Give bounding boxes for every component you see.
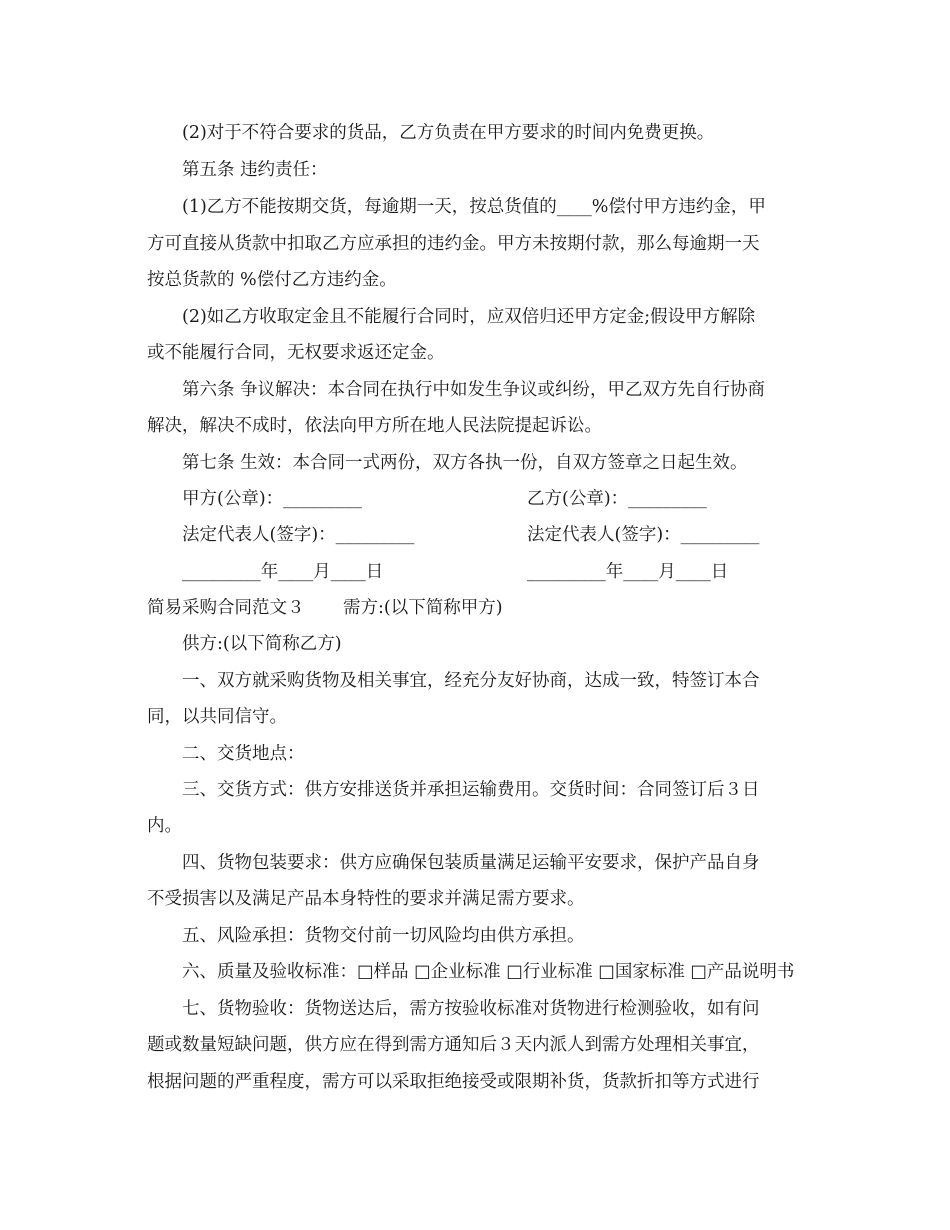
- article-heading: 第五条 违约责任：: [182, 160, 328, 180]
- clause-text: 四、货物包装要求：供方应确保包装质量满足运输平安要求，保护产品自身: [182, 853, 760, 873]
- quality-standard-options: 六、质量及验收标准：□样品 □企业标准 □行业标准 □国家标准 □产品说明书: [182, 962, 795, 982]
- party-a-date: _________年____月____日: [182, 562, 384, 582]
- clause-text: 按总货款的 %偿付乙方违约金。: [147, 270, 397, 290]
- clause-text: 解决，解决不成时，依法向甲方所在地人民法院提起诉讼。: [147, 416, 602, 436]
- clause-text: (2)对于不符合要求的货品，乙方负责在甲方要求的时间内免费更换。: [182, 123, 715, 143]
- clause-text: 方可直接从货款中扣取乙方应承担的违约金。甲方未按期付款，那么每逾期一天: [147, 234, 760, 254]
- party-a-seal: 甲方(公章)：_________: [182, 489, 362, 509]
- clause-text: 二、交货地点：: [182, 744, 305, 764]
- article-heading: 第七条 生效：本合同一式两份，双方各执一份，自双方签章之日起生效。: [182, 453, 748, 473]
- clause-text: 题或数量短缺问题，供方应在得到需方通知后３天内派人到需方处理相关事宜，: [147, 1035, 760, 1055]
- clause-text: 或不能履行合同，无权要求返还定金。: [147, 343, 445, 363]
- clause-text: 七、货物验收：货物送达后，需方按验收标准对货物进行检测验收，如有问: [182, 999, 760, 1019]
- clause-text: 五、风险承担：货物交付前一切风险均由供方承担。: [182, 926, 585, 946]
- buyer-line: 需方:(以下简称甲方): [343, 598, 503, 618]
- clause-text: 一、双方就采购货物及相关事宜，经充分友好协商，达成一致，特签订本合: [182, 671, 760, 691]
- clause-text: 三、交货方式：供方安排送货并承担运输费用。交货时间：合同签订后３日: [182, 780, 760, 800]
- section-title: 简易采购合同范文３: [147, 598, 305, 618]
- article-heading: 第六条 争议解决：本合同在执行中如发生争议或纠纷，甲乙双方先自行协商: [182, 380, 766, 400]
- party-a-representative: 法定代表人(签字)：_________: [182, 525, 415, 545]
- party-b-date: _________年____月____日: [527, 562, 729, 582]
- clause-text: 同，以共同信守。: [147, 707, 287, 727]
- clause-text: (1)乙方不能按期交货，每逾期一天，按总货值的____%偿付甲方违约金，甲: [182, 197, 766, 217]
- party-b-representative: 法定代表人(签字)：_________: [527, 525, 760, 545]
- party-b-seal: 乙方(公章)：_________: [527, 489, 707, 509]
- clause-text: 不受损害以及满足产品本身特性的要求并满足需方要求。: [147, 889, 585, 909]
- clause-text: 内。: [147, 816, 182, 836]
- clause-text: (2)如乙方收取定金且不能履行合同时，应双倍归还甲方定金;假设甲方解除: [182, 307, 756, 327]
- clause-text: 根据问题的严重程度，需方可以采取拒绝接受或限期补货，货款折扣等方式进行: [147, 1072, 760, 1092]
- supplier-line: 供方:(以下简称乙方): [182, 634, 342, 654]
